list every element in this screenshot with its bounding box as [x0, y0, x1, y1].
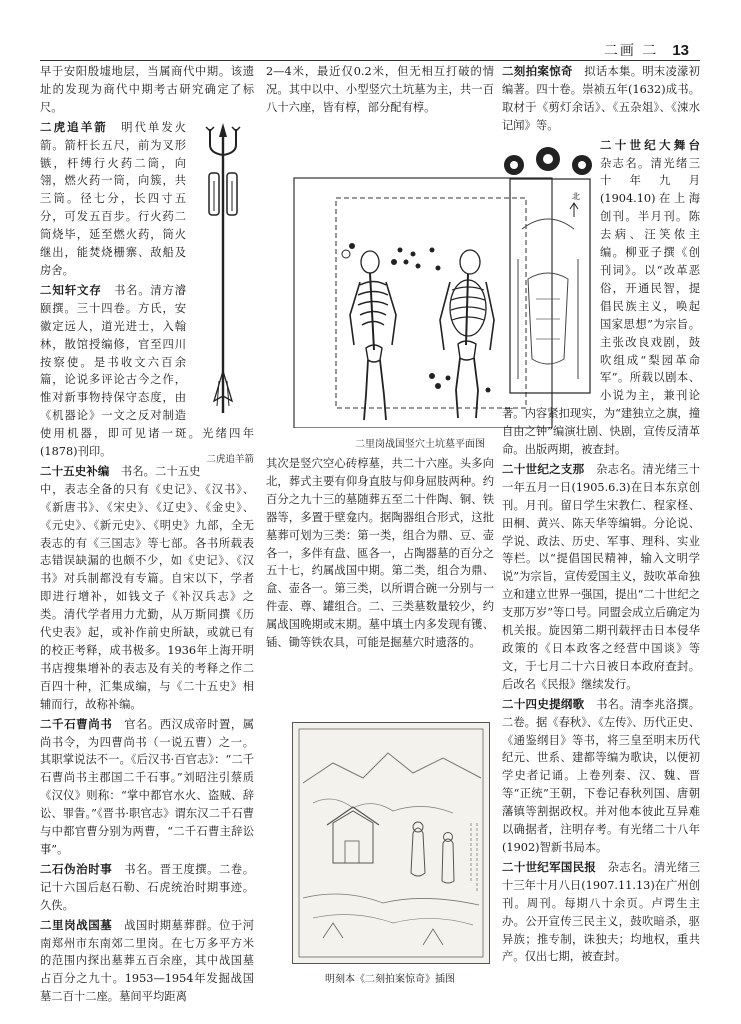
column-1: [40, 63, 254, 1006]
entry-body: 拟话本集。明末凌濛初编著。四十卷。崇祯五年(1632)成书。取材于《剪灯余话》、《五杂俎》、《涑水记闻》等。: [502, 65, 700, 132]
column-2-top: [266, 63, 494, 117]
entry-body: 杂志名。清光绪三十一年五月一日(1905.6.3)在日本东京创刊。月刊。留日学生宋教仁、程家柽、田桐、黄兴、陈天华等编辑。分论说、学说、政法、历史、军事、理科、实业等栏。以“提倡国民精神，输入文明学说”为宗旨，宣传爱国主义，鼓吹革命独立和建立世界一强国，提出“二十世纪之支那万岁”等口号。同盟会成立后确定为机关报。旋因第二期刊载抨击日本侵华政策的《日本政客之经营中国谈》等文，于七月二十六日被日本政府查封。后改名《民报》继续发行。: [502, 462, 700, 691]
entry-body: 书名。清方濬颐撰。三十四卷。方氏，安徽定远人，道光进士，入翰林，散馆授编修，官至四川按察使。是书收文六百余篇，论说多评论古今之作，惟对新事物持保守态度，由《机器论》一文之反对制造使用机器，即可见诸一斑。光绪四年(1878)刊印。: [40, 283, 254, 459]
page-number: 13: [672, 42, 689, 59]
entry-headword: 二千石曹尚书: [40, 716, 113, 731]
entry: [40, 119, 254, 280]
woodcut-caption: 明刻本《二刻拍案惊奇》插图: [325, 974, 455, 985]
column-2-middle: [266, 455, 494, 652]
header-rule: [40, 60, 700, 61]
entry-headword: 二十世纪之支那: [502, 461, 585, 476]
entry-body: 杂志名。清光绪三十年九月(1904.10)在上海创刊。半月刊。陈去病、汪笑侬主编。柳亚子撰《创刊词》。以“改革恶俗，开通民智，提倡民族主义，唤起国家思想”为宗旨。主张改良戏剧，鼓吹组成“梨园革命军”。所载以剧本、小说为主，兼刊论著。内容紧扣现实，为“建独立之旗，撞自由之钟”编演壮剧、快剧，宣传反清革命。出版两期，被查封。: [502, 156, 700, 457]
entry-body: 杂志名。清光绪三十三年十月八日(1907.11.13)在广州创刊。周刊。每期八十余页。卢谔生主办。公开宣传三民主义，鼓吹暗杀，驱异族；推专制，诛独夫；均地权，重共产。仅出七期，被查封。: [502, 860, 700, 964]
entry-body: 书名。二十五史中，表志全备的只有《史记》、《汉书》、《新唐书》、《宋史》、《辽史》、《金史》、《元史》、《新元史》、《明史》九部，全无表志的有《三国志》等七部。各书所载表志错误缺漏的也颇不少，如《史记》、《汉书》对兵制都没有专篇。自宋以下，学者即进行增补，如钱文子《补汉兵志》之类。清代学者用力尤勤，从万斯同撰《历代史表》起，或补作前史所缺，或就已有的校正考释，成书极多。1936年上海开明书店搜集增补的表志及有关的考释之作二百四十种，汇集成编，与《二十五史》相辅而行，故称补编。: [40, 464, 254, 711]
entry-body: 书名。清李兆洛撰。二卷。据《春秋》、《左传》、历代正史、《通鉴纲目》等书，将三皇至明末历代纪元、世系、建都等编为歌诀，以便初学史者记诵。上卷列秦、汉、魏、晋等“正统”王朝，下卷记春秋列国、唐朝藩镇等割据政权。并对他本彼此互异难以确据者，注明存考。有光绪二十八年(1902)智新书局本。: [502, 697, 700, 854]
running-header: [604, 40, 689, 60]
magazine-cover-illustration: [502, 139, 594, 397]
arrow-illustration: [192, 121, 254, 421]
entry: [40, 917, 254, 1007]
entry-body: 战国时期墓葬群。位于河南郑州市东南郊二里岗。在七万多平方米的范围内探出墓葬五百余座，其中战国墓占百分之九十。1953—1954年发掘战国墓二百十二座。墓间平均距离: [40, 918, 254, 1004]
entry-headword: 二十世纪军国民报: [502, 859, 597, 874]
entry-body: 官名。西汉成帝时置，属尚书令，为四曹尚书（一说五曹）之一。其职掌说法不一。《后汉书·百官志》：“二千石曹尚书主郡国二千石事。”刘昭注引蔡质《汉仪》则称：“掌中都官水火、盗贼、辞讼、罪眚。”《晋书·职官志》谓东汉二千石曹与中都官曹分别为两曹，“二千石曹主辞讼事”。: [40, 717, 254, 856]
entry-headword: 二知轩文存: [40, 282, 102, 297]
header-section: 二画 二: [603, 43, 659, 59]
tomb-plan-caption: 二里岗战国竖穴土坑墓平面图: [355, 439, 485, 450]
entry-body: 书名。晋王度撰。二卷。记十六国后赵石勒、石虎统治时期事迹。久佚。: [40, 862, 254, 912]
entry: [40, 861, 254, 915]
entry: [502, 461, 700, 694]
woodcut-drawing: [293, 723, 489, 963]
entry-headword: 二十五史补编: [40, 463, 110, 478]
column-3: [502, 63, 700, 966]
entry: [502, 696, 700, 857]
entry-headword: 二里岗战国墓: [40, 917, 113, 932]
entry-headword: 二石伪治时事: [40, 861, 113, 876]
entry-headword: 二刻拍案惊奇: [502, 64, 573, 78]
woodcut-illustration: [292, 722, 490, 964]
entry: [502, 137, 700, 459]
entry: [502, 859, 700, 966]
continued-paragraph: 早于安阳殷墟地层，当属商代中期。该遗址的发现为商代中期考古研究确定了标尺。: [40, 65, 254, 114]
arrow-caption: 二虎追羊箭: [206, 454, 254, 466]
entry: [40, 463, 254, 714]
entry-headword: 二十四史提纲歌: [502, 696, 585, 711]
entry-headword: 二十世纪大舞台: [600, 137, 700, 152]
entry: [40, 716, 254, 859]
entry-headword: 二虎追羊箭: [40, 119, 108, 134]
north-label: 北: [572, 191, 580, 201]
continued-paragraph: 其次是竖穴空心砖椁墓，共二十六座。头多向北，葬式主要有仰身直肢与仰身屈肢两种。约百分之九十三的墓随葬五至二十件陶、铜、铁器等，多置于壁龛内。据陶器组合形式，这批墓葬可划为三类：第一类，组合为鼎、豆、壶各一，多伴有盘、匜各一，占陶器墓的百分之五十七，约属战国中期。第二类，组合为鼎、盒、壶各一。第三类，以所谓合碗一分别与一件壶、尊、罐组合。二、三类墓数量较少，约属战国晚期或末期。墓中填土内多发现有镬、锸、锄等铁农具，可能是掘墓穴时遗落的。: [266, 457, 494, 650]
entry-body: 明代单发火箭。箭杆长五尺，前为叉形镞，杆缚行火药二筒，向翎，燃火药一筒，向簇，共三筒。径七分，长四寸五分，可发五百步。行火药二筒烧毕，延至燃火药，筒火继出，能焚烧栅寨、敌船及房舍。: [40, 120, 186, 277]
entry: [502, 63, 700, 135]
continued-paragraph: 2—4米，最近仅0.2米，但无相互打破的情况。其中以中、小型竖穴土坑墓为主，共一百八十六座，皆有椁，部分配有椁。: [266, 65, 494, 114]
